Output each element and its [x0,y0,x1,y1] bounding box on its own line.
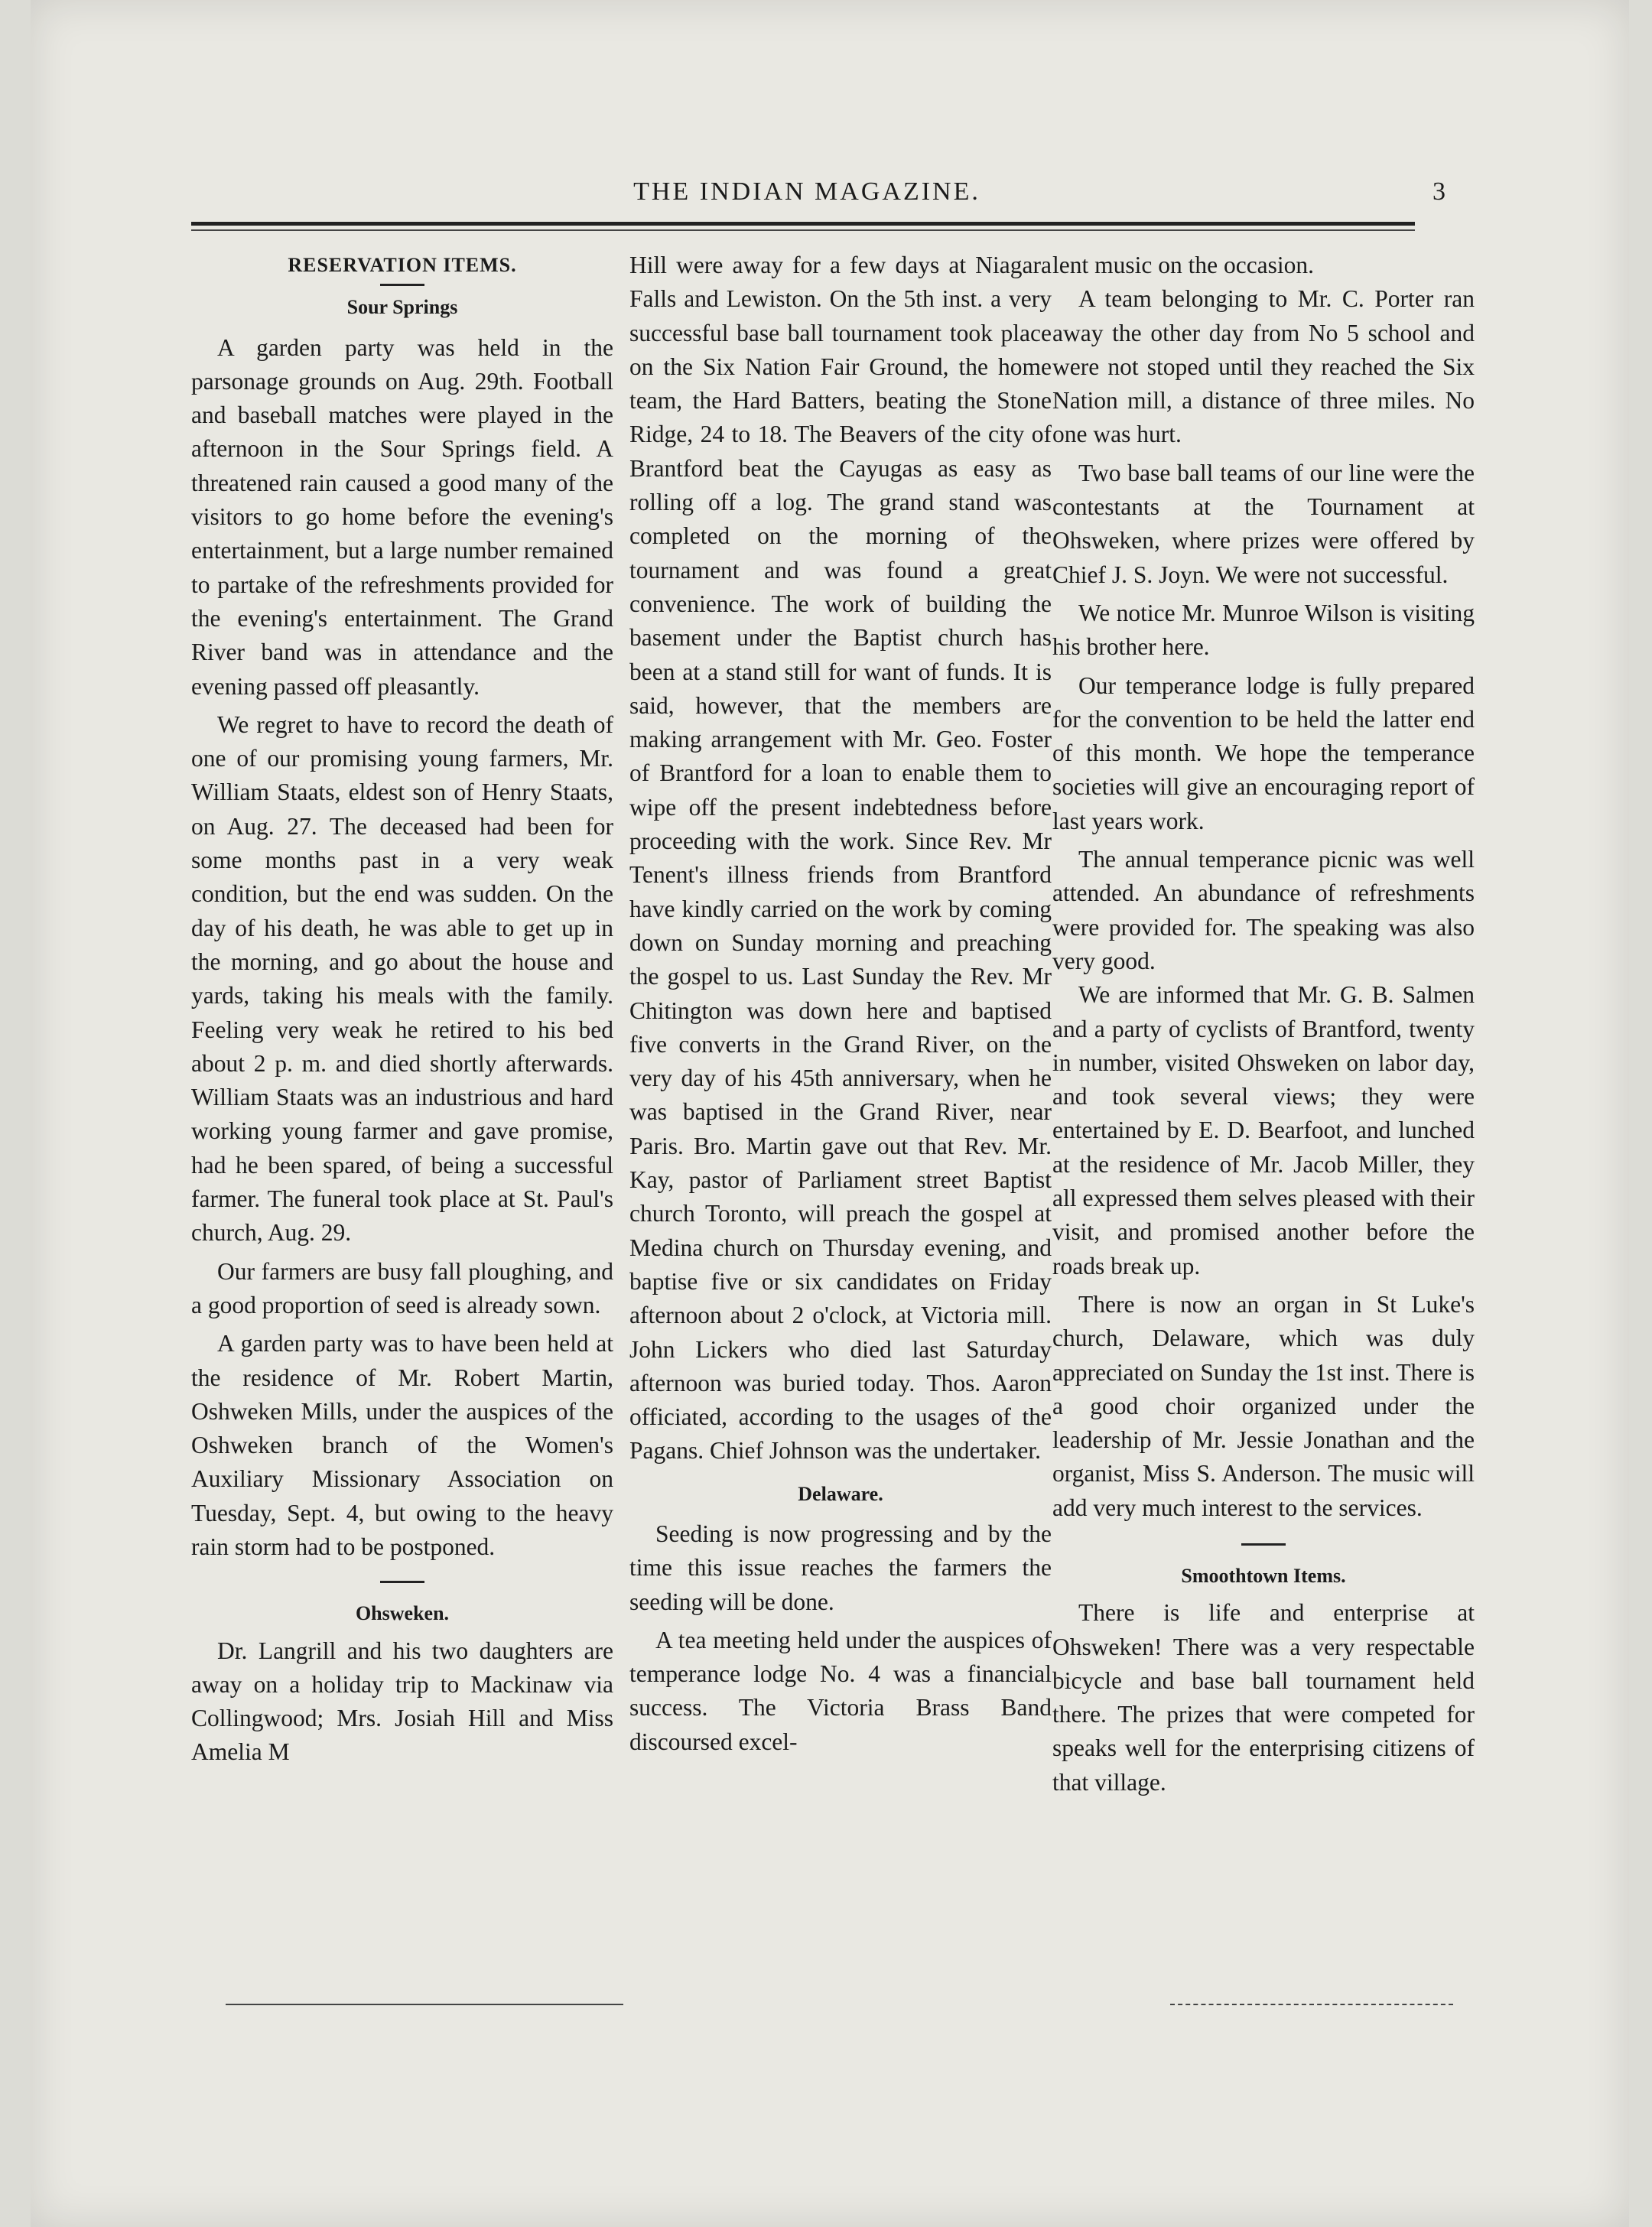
article-paragraph: Dr. Langrill and his two daughters are away on a holiday trip to Mackinaw via Collingwood; Mrs. Josiah Hill and Miss Amelia M [191,1637,613,1766]
article-paragraph: Hill were away for a few days at Niagara Falls and Lewiston. On the 5th inst. a very successful base ball tournament took place on the Six Nation Fair Ground, the home team, the Hard Batters, beating the Stone Ridge, 24 to 18. The Beavers of the city of Brantford beat the Cayugas as easy as rolling off a log. The grand stand was completed on the morning of the tournament and was found a great convenience. The work of building the basement under the Baptist church has been at a stand still for want of funds. It is said, however, that the members are making arrangement with Mr. Geo. Foster of Brantford for a loan to enable them to wipe off the present indebtedness before proceeding with the work. Since Rev. Mr Tenent's illness friends from Brantford have kindly carried on the work by coming down on Sunday morning and preaching the gospel to us. Last Sunday the Rev. Mr Chitington was down here and baptised five converts in the Grand River, on the very day of his 45th anniversary, when he was baptised in the Grand River, near Paris. Bro. Martin gave out that Rev. Mr. Kay, pastor of Parliament street Baptist church Toronto, will preach the gospel at Medina church on Thursday evening, and baptise five or six candidates on Friday afternoon about 2 o'clock, at Victoria mill. John Lickers who died last Saturday afternoon was buried today. Thos. Aaron officiated, according to the usages of the Pagans. Chief Johnson was the undertaker. [629,252,1052,1465]
running-title: THE INDIAN MAGAZINE. [633,177,980,206]
page-header [191,177,1446,216]
column-3 [1052,249,1475,1799]
article-paragraph: Two base ball teams of our line were the contestants at the Tournament at Ohsweken, where prizes were offered by Chief J. S. Joyn. We were not successful. [1052,459,1475,588]
heading-sour-springs: Sour Springs [346,296,458,319]
article-paragraph: A garden party was held in the parsonage grounds on Aug. 29th. Football and baseball matches were played in the afternoon in the Sour Springs field. A threatened rain caused a good many of the visitors to go home before the evening's entertainment, but a large number remained to partake of the refreshments provided for the evening's entertainment. The Grand River band was in attendance and the evening passed off pleasantly. [191,333,613,700]
heading-ohsweken: Ohsweken. [355,1602,450,1625]
article-paragraph: A garden party was to have been held at the residence of Mr. Robert Martin, Oshweken Mills, under the auspices of the Oshweken branch of the Women's Auxiliary Missionary Association on Tuesday, Sept. 4, but owing to the heavy rain storm had to be postponed. [191,1330,613,1560]
divider [1241,1543,1286,1546]
divider [380,1581,424,1583]
article-paragraph: We are informed that Mr. G. B. Salmen and a party of cyclists of Brantford, twenty in number, visited Ohsweken on labor day, and took several views; they were entertained by E. D. Bearfoot, and lunched at the residence of Mr. Jacob Miller, they all expressed them selves pleased with their visit, and promised another before the roads break up. [1052,981,1475,1279]
article-paragraph: The annual temperance picnic was well attended. An abundance of refreshments were provided for. The speaking was also very good. [1052,846,1475,974]
article-paragraph: A tea meeting held under the auspices of temperance lodge No. 4 was a financial success. The Victoria Brass Band discoursed excel- [629,1626,1052,1755]
article-paragraph: There is life and enterprise at Ohsweken! There was a very respectable bicycle and base ball tournament held there. The prizes that were competed for speaks well for the enterprising citizens of that village. [1052,1599,1475,1796]
article-paragraph: lent music on the occasion. [1052,252,1315,278]
heading-smoothtown-items: Smoothtown Items. [1181,1564,1346,1587]
article-paragraph: We notice Mr. Munroe Wilson is visiting his brother here. [1052,599,1475,661]
article-paragraph: We regret to have to record the death of one of our promising young farmers, Mr. William Staats, eldest son of Henry Staats, on Aug. 27. The deceased had been for some months past in a very weak condition, but the end was sudden. On the day of his death, he was able to get up in the morning, and go about the house and yards, taking his meals with the family. Feeling very weak he retired to his bed about 2 p. m. and died shortly afterwards. William Staats was an industrious and hard working young farmer and gave promise, had he been spared, of being a successful farmer. The funeral took place at St. Paul's church, Aug. 29. [191,710,613,1247]
article-paragraph: Our farmers are busy fall ploughing, and a good proportion of seed is already sown. [191,1257,613,1318]
article-paragraph: There is now an organ in St Luke's church, Delaware, which was duly appreciated on Sunday the 1st inst. There is a good choir organized under the leadership of Mr. Jessie Jonathan and the organist, Miss S. Anderson. The music will add very much interest to the services. [1052,1290,1475,1521]
section-title-reservation-items: RESERVATION ITEMS. [288,254,517,276]
footer-rule [1170,2004,1453,2005]
footer-rule [226,2004,623,2005]
article-paragraph: Our temperance lodge is fully prepared for the convention to be held the latter end of this month. We hope the temperance societies will give an encouraging report of last years work. [1052,671,1475,834]
header-rule [191,222,1415,231]
article-paragraph: Seeding is now progressing and by the time this issue reaches the farmers the seeding will be done. [629,1520,1052,1615]
column-2 [629,249,1052,1759]
column-1 [191,249,613,1770]
article-paragraph: A team belonging to Mr. C. Porter ran away the other day from No 5 school and were not stoped until they reached the Six Nation mill, a distance of three miles. No one was hurt. [1052,285,1475,448]
page-number: 3 [1432,177,1446,206]
divider [380,284,424,286]
heading-delaware: Delaware. [798,1482,883,1505]
